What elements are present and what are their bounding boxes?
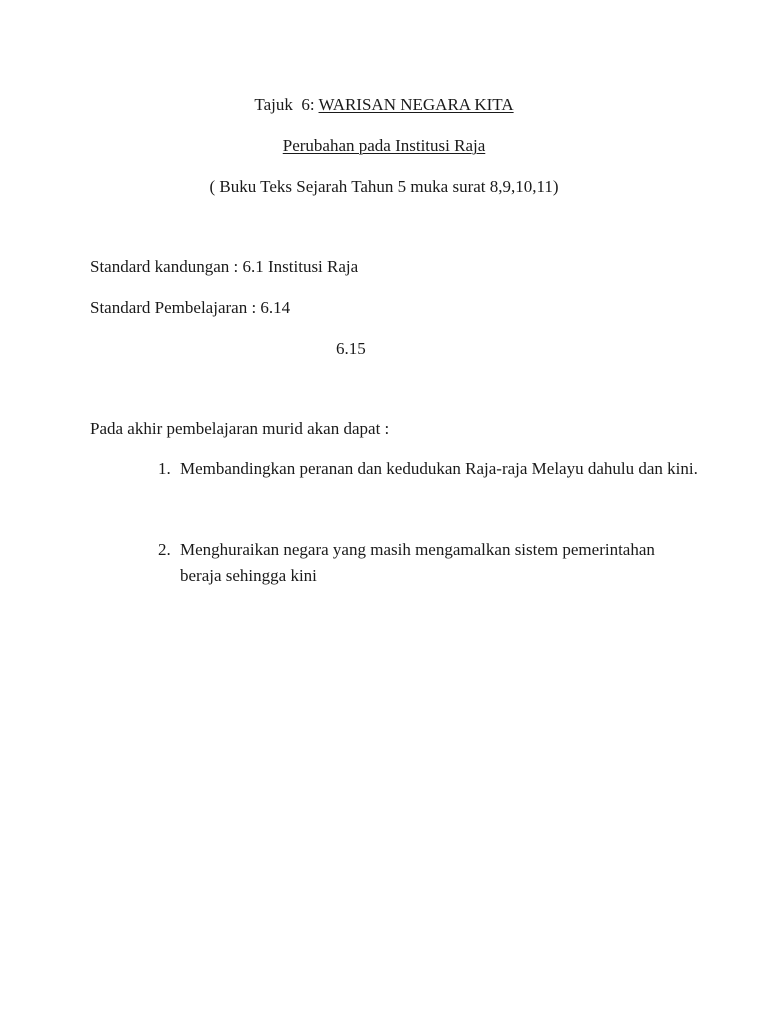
objective-number: 2. bbox=[158, 540, 171, 559]
objective-item-2 bbox=[158, 537, 698, 593]
subtitle-line bbox=[0, 137, 768, 154]
objective-text: Menghuraikan negara yang masih mengamalkan sistem pemerintahan beraja sehingga kini bbox=[180, 540, 655, 585]
objectives-intro: Pada akhir pembelajaran murid akan dapat : bbox=[90, 419, 390, 438]
objective-number: 1. bbox=[158, 459, 171, 478]
learning-standard-extra: 6.15 bbox=[336, 339, 366, 358]
learning-standard: Standard Pembelajaran : 6.14 bbox=[90, 298, 291, 317]
objective-text: Membandingkan peranan dan kedudukan Raja-raja Melayu dahulu dan kini. bbox=[180, 459, 698, 478]
topic-title: WARISAN NEGARA KITA bbox=[318, 95, 514, 114]
topic-title-line bbox=[0, 96, 768, 113]
textbook-reference: ( Buku Teks Sejarah Tahun 5 muka surat 8,9,10,11) bbox=[209, 177, 559, 196]
subtitle: Perubahan pada Institusi Raja bbox=[282, 136, 486, 155]
topic-label: Tajuk 6: bbox=[254, 95, 319, 114]
objective-item-1 bbox=[158, 456, 698, 512]
content-standard: Standard kandungan : 6.1 Institusi Raja bbox=[90, 257, 359, 276]
